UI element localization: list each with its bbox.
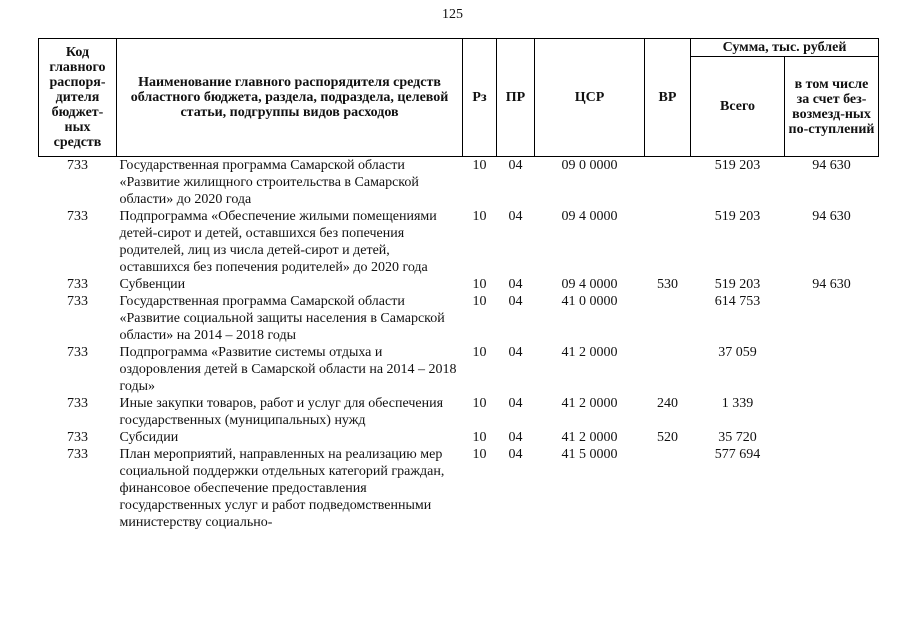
table-header [39,39,879,157]
cell-code: 733 [67,158,88,173]
cell-pr: 04 [508,447,523,462]
cell-name: Субсидии [119,430,179,445]
cell-name: Государственная программа Самарской области «Развитие социальной защиты населения в Самарской области» на 2014 – 2018 годы [119,294,445,343]
cell-name: Государственная программа Самарской области «Развитие жилищного строительства в Самарской области» до 2020 года [119,158,419,207]
header-code: Код главного распоря-дителя бюджет-ных средств [39,39,117,157]
cell-name: Субвенции [119,277,186,292]
cell-total: 577 694 [714,447,761,462]
cell-csr: 41 2 0000 [561,345,618,360]
cell-rz: 10 [472,396,487,411]
cell-free [785,395,879,429]
table-row [39,446,879,531]
table-row [39,276,879,293]
table-body [39,157,879,532]
cell-vr [645,157,691,209]
cell-total: 1 339 [721,396,754,411]
budget-table [38,38,879,531]
page-number: 125 [442,7,463,22]
cell-vr [645,293,691,344]
cell-total: 519 203 [714,209,761,224]
cell-rz: 10 [472,430,487,445]
header-name: Наименование главного распорядителя средств областного бюджета, раздела, подраздела, целевой статьи, подгруппы видов расходов [117,39,463,157]
header-vr: ВР [645,39,691,157]
cell-vr [645,344,691,395]
cell-rz: 10 [472,209,487,224]
cell-name: Подпрограмма «Развитие системы отдыха и оздоровления детей в Самарской области на 2014 – 2018 годы» [119,345,457,394]
cell-code: 733 [67,430,88,445]
header-free: в том числе за счет без-возмезд-ных по-ступлений [785,57,879,157]
cell-code: 733 [67,345,88,360]
cell-pr: 04 [508,396,523,411]
table-row [39,429,879,446]
cell-code: 733 [67,447,88,462]
cell-total: 35 720 [718,430,757,445]
cell-code: 733 [67,209,88,224]
cell-free [785,293,879,344]
cell-free [785,344,879,395]
cell-name: Иные закупки товаров, работ и услуг для обеспечения государственных (муниципальных) нужд [119,396,444,428]
cell-csr: 41 2 0000 [561,396,618,411]
cell-pr: 04 [508,158,523,173]
table-row [39,293,879,344]
cell-csr: 09 0 0000 [561,158,618,173]
cell-csr: 09 4 0000 [561,209,618,224]
table-row [39,208,879,276]
header-total: Всего [691,57,785,157]
cell-free [785,446,879,531]
cell-vr [645,446,691,531]
table-row [39,157,879,209]
cell-code: 733 [67,396,88,411]
cell-csr: 09 4 0000 [561,277,618,292]
header-pr: ПР [497,39,535,157]
cell-vr: 240 [657,396,678,411]
cell-name: План мероприятий, направленных на реализацию мер социальной поддержки отдельных категорий граждан, финансовое обеспечение предоставления государственных услуг и работ подведомственными министерству социально- [119,447,445,530]
cell-rz: 10 [472,294,487,309]
cell-pr: 04 [508,294,523,309]
table-row [39,395,879,429]
cell-total: 614 753 [714,294,761,309]
cell-csr: 41 2 0000 [561,430,618,445]
header-csr: ЦСР [535,39,645,157]
cell-name: Подпрограмма «Обеспечение жилыми помещениями детей-сирот и детей, оставшихся без попечения родителей, лиц из числа детей-сирот и детей, оставшихся без попечения родителей» до 2020 года [119,209,437,275]
header-rz: Рз [463,39,497,157]
header-sum: Сумма, тыс. рублей [691,39,879,57]
cell-total: 37 059 [718,345,757,360]
cell-vr: 520 [657,430,678,445]
cell-free: 94 630 [812,277,851,292]
cell-total: 519 203 [714,158,761,173]
cell-csr: 41 0 0000 [561,294,618,309]
cell-csr: 41 5 0000 [561,447,618,462]
cell-rz: 10 [472,447,487,462]
cell-code: 733 [67,277,88,292]
cell-code: 733 [67,294,88,309]
cell-free [785,429,879,446]
cell-pr: 04 [508,430,523,445]
cell-free: 94 630 [812,158,851,173]
cell-rz: 10 [472,158,487,173]
cell-vr [645,208,691,276]
cell-pr: 04 [508,277,523,292]
cell-total: 519 203 [714,277,761,292]
cell-free: 94 630 [812,209,851,224]
cell-pr: 04 [508,345,523,360]
cell-rz: 10 [472,345,487,360]
cell-vr: 530 [657,277,678,292]
cell-rz: 10 [472,277,487,292]
table-row [39,344,879,395]
cell-pr: 04 [508,209,523,224]
